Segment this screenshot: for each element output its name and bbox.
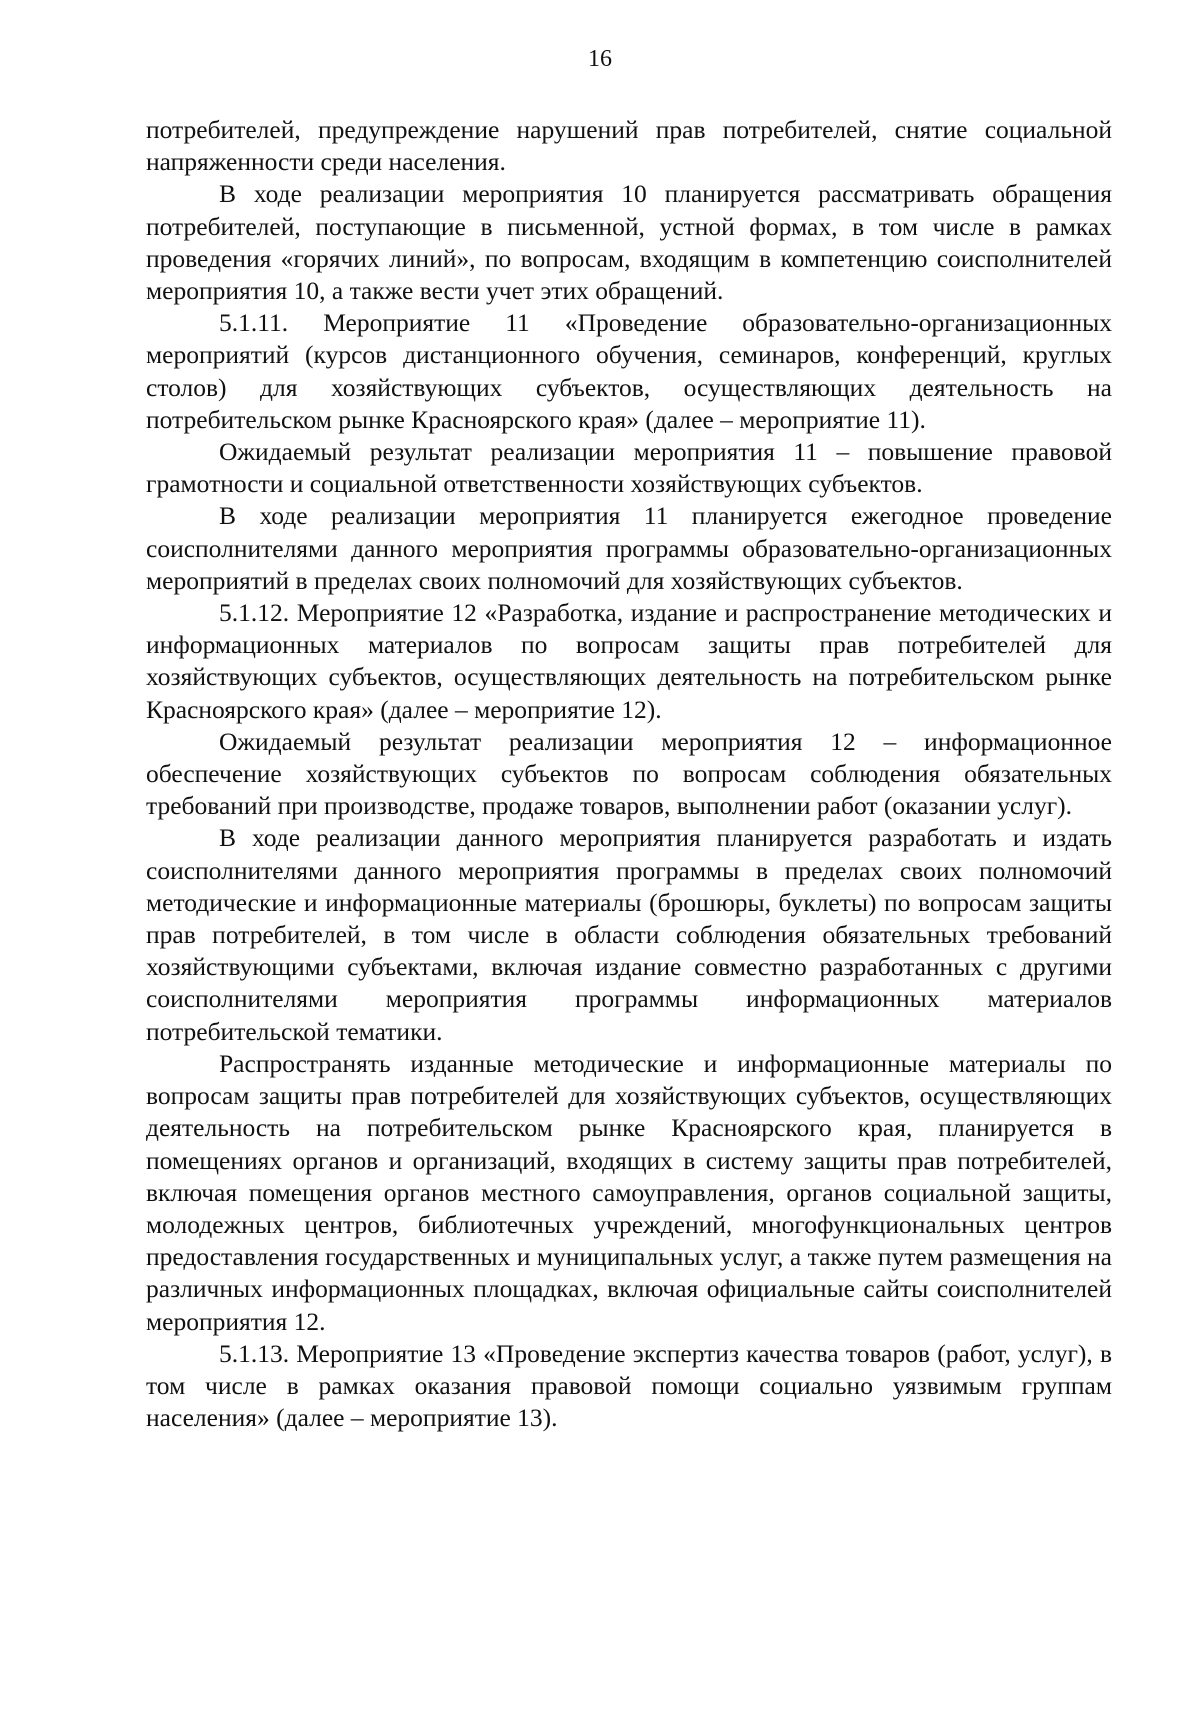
paragraph-5-1-13-heading: 5.1.13. Мероприятие 13 «Проведение экспертиз качества товаров (работ, услуг), в том числе в рамках оказания правовой помощи социально уязвимым группам населения» (далее – мероприятие 13). [146,1338,1112,1433]
paragraph-5-1-12-heading: 5.1.12. Мероприятие 12 «Разработка, издание и распространение методических и информационных материалов по вопросам защиты прав потребителей для хозяйствующих субъектов, осуществляющих деятельность на потребительском рынке Красноярского края» (далее – мероприятие 12). [146,598,1112,724]
paragraph-activity-10-appeals: В ходе реализации мероприятия 10 планируется рассматривать обращения потребителей, поступающие в письменной, устной формах, в том числе в рамках проведения «горячих линий», по вопросам, входящим в компетенцию соисполнителей мероприятия 10, а также вести учет этих обращений. [146,179,1112,306]
paragraph-activity-12-distribution: Распространять изданные методические и информационные материалы по вопросам защиты прав потребителей для хозяйствующих субъектов, осуществляющих деятельность на потребительском рынке Красноярского края, планируется в помещениях органов и организаций, входящих в систему защиты прав потребителей, включая помещения органов местного самоуправления, органов социальной защиты, молодежных центров, библиотечных учреждений, многофункциональных центров предоставления государственных и муниципальных услуг, а также путем размещения на различных информационных площадках, включая официальные сайты соисполнителей мероприятия 12. [146,1048,1112,1336]
page-number: 16 [588,46,612,72]
paragraph-activity-11-implementation: В ходе реализации мероприятия 11 планируется ежегодное проведение соисполнителями данного мероприятия программы образовательно-организационных мероприятий в пределах своих полномочий для хозяйствующих субъектов. [146,501,1112,595]
paragraph-activity-12-expected-result: Ожидаемый результат реализации мероприятия 12 – информационное обеспечение хозяйствующих субъектов по вопросам соблюдения обязательных требований при производстве, продаже товаров, выполнении работ (оказании услуг). [146,726,1112,821]
paragraph-5-1-11-heading: 5.1.11. Мероприятие 11 «Проведение образовательно-организационных мероприятий (курсов дистанционного обучения, семинаров, конференций, круглых столов) для хозяйствующих субъектов, осуществляющих деятельность на потребительском рынке Красноярского края» (далее – мероприятие 11). [146,308,1112,434]
paragraph-activity-12-implementation: В ходе реализации данного мероприятия планируется разработать и издать соисполнителями данного мероприятия программы в пределах своих полномочий методические и информационные материалы (брошюры, буклеты) по вопросам защиты прав потребителей, в том числе в области соблюдения обязательных требований хозяйствующими субъектами, включая издание совместно разработанных с другими соисполнителями мероприятия программы информационных материалов потребительской тематики. [146,823,1112,1046]
document-body [146,114,1112,1434]
paragraph-continuation: потребителей, предупреждение нарушений прав потребителей, снятие социальной напряженности среди населения. [146,115,1112,177]
paragraph-activity-11-expected-result: Ожидаемый результат реализации мероприятия 11 – повышение правовой грамотности и социальной ответственности хозяйствующих субъектов. [146,437,1112,499]
